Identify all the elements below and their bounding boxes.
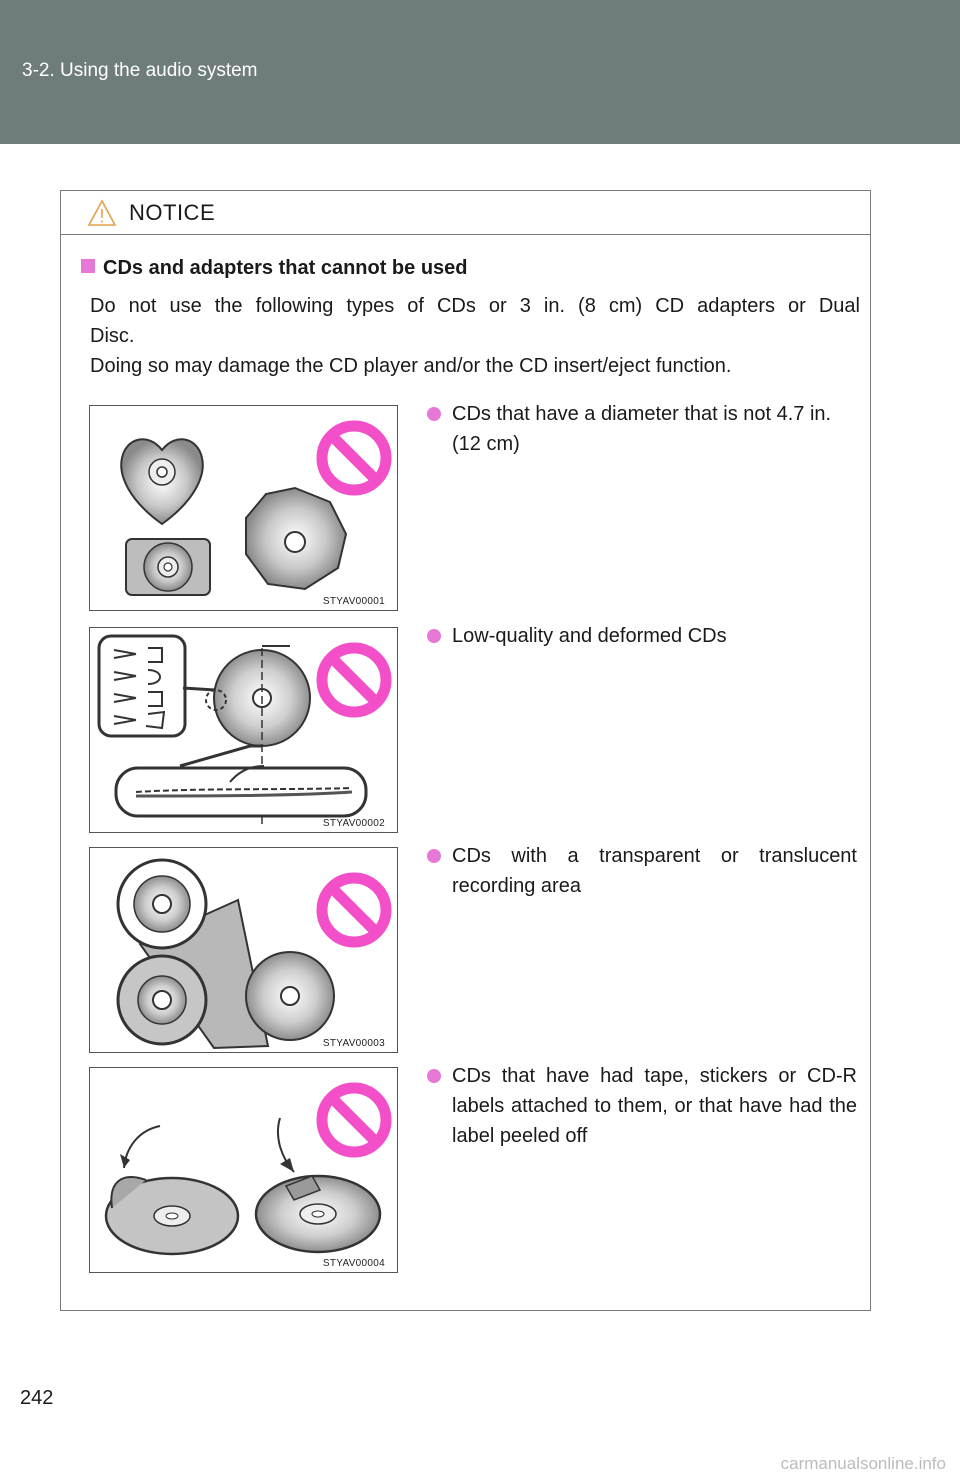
watermark: carmanualsonline.info [780, 1454, 946, 1473]
list-item [427, 1061, 857, 1151]
notice-label: NOTICE [129, 200, 216, 225]
bullet-dot-icon [427, 849, 441, 863]
figure-code: STYAV00002 [322, 818, 385, 829]
warning-icon [87, 199, 117, 227]
section-title: 3-2. Using the audio system [22, 60, 258, 81]
figure-transparent-cds [89, 847, 398, 1053]
page-number: 242 [20, 1387, 54, 1409]
list-item [427, 841, 857, 901]
notice-section-title: CDs and adapters that cannot be used [103, 257, 468, 279]
list-item-text: CDs that have had tape, stickers or CD-R labels attached to them, or that have had the label peeled off [452, 1065, 857, 1147]
odd-shaped-cds-illustration [90, 406, 398, 611]
transparent-cds-illustration [90, 848, 398, 1053]
figure-labelled-cds [89, 1067, 398, 1273]
paragraph-line: Disc. [90, 325, 135, 347]
notice-section-heading [81, 257, 468, 280]
figure-code: STYAV00003 [322, 1038, 385, 1049]
figure-deformed-cds [89, 627, 398, 833]
bullet-dot-icon [427, 407, 441, 421]
notice-header [61, 191, 870, 235]
labelled-cds-illustration [90, 1068, 398, 1273]
deformed-cds-illustration [90, 628, 398, 833]
paragraph-line: Doing so may damage the CD player and/or the CD insert/eject function. [90, 355, 732, 377]
notice-box [60, 190, 871, 1311]
figure-code: STYAV00001 [322, 596, 385, 607]
figure-odd-shaped-cds [89, 405, 398, 611]
list-item [427, 621, 857, 651]
figure-code: STYAV00004 [322, 1258, 385, 1269]
list-item-text: Low-quality and deformed CDs [452, 625, 727, 647]
paragraph-line: Do not use the following types of CDs or 3 in. (8 cm) CD adapters or Dual [90, 295, 860, 317]
bullet-dot-icon [427, 629, 441, 643]
list-item-text: CDs with a transparent or translucent recording area [452, 845, 857, 897]
list-item-text: CDs that have a diameter that is not 4.7 in. (12 cm) [452, 403, 832, 455]
notice-paragraph [90, 291, 860, 381]
page-header [0, 0, 960, 144]
list-item [427, 399, 857, 459]
bullet-dot-icon [427, 1069, 441, 1083]
square-bullet-icon [81, 259, 95, 273]
